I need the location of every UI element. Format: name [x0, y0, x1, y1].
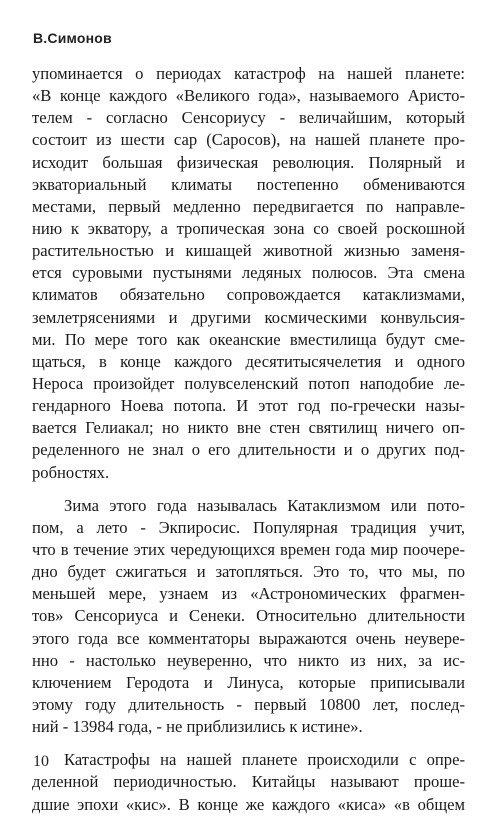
text-line: нно - настолько неуверенно, что никто из них, за ис-	[32, 650, 465, 670]
text-line: дшие эпохи «кис». В конце же каждого «киса» «в общем	[32, 794, 465, 814]
text-line: «В конце каждого «Великого года», называемого Аристо-	[32, 86, 465, 106]
text-line: ключением Геродота и Линуса, которые приписывали	[32, 672, 465, 692]
text-line: дно будет сжигаться и затопляться. Это то, что мы, по	[32, 562, 465, 582]
body-text	[32, 63, 465, 816]
text-line: климатов обязательно сопровождается катаклизмами,	[32, 285, 465, 305]
text-line: этому году длительность - первый 10800 лет, послед-	[32, 694, 465, 714]
text-line: что в течение этих чередующихся времен года мир поочере-	[32, 539, 465, 559]
text-line: состоит из шести сар (Саросов), на нашей планете про-	[32, 130, 465, 150]
text-line: Нероса произойдет полувселенский потоп наподобие ле-	[32, 373, 465, 393]
paragraph-gap	[32, 484, 465, 495]
running-head: В.Симонов	[33, 30, 112, 46]
paragraph	[32, 749, 465, 815]
text-line: Зима этого года называлась Катаклизмом или пото-	[64, 495, 465, 515]
paragraph-gap	[32, 738, 465, 749]
text-line: пом, а лето - Экпиросис. Популярная традиция учит,	[32, 517, 465, 537]
text-line: робностях.	[32, 462, 110, 482]
text-line: местами, первый медленно передвигается по направле-	[32, 196, 465, 216]
text-line: упоминается о периодах катастроф на нашей планете:	[32, 64, 465, 83]
text-line: этого года все комментаторы выражаются очень неувере-	[32, 628, 465, 648]
text-line: ми. По мере того как океанские вместилища будут сме-	[32, 329, 465, 349]
text-line: нию к экватору, а тропическая зона со своей роскошной	[32, 218, 465, 238]
text-line: экваториальный климаты постепенно обмениваются	[32, 174, 465, 194]
text-line: растительностью и кишащей животной жизнью заменя-	[32, 241, 465, 261]
text-line: телем - согласно Сенсориусу - величайшим, который	[32, 108, 465, 128]
text-line: вается Гелиакал; но никто вне стен святилищ ничего оп-	[32, 418, 465, 438]
text-line: деленной периодичностью. Китайцы называют проше-	[32, 772, 465, 792]
text-line: гендарного Ноева потопа. И этот год по-гречески назы-	[32, 396, 465, 416]
paragraph	[32, 63, 465, 484]
text-line: меньшей мере, узнаем из «Астрономических фрагмен-	[32, 584, 465, 604]
text-line: ний - 13984 года, - не приблизились к истине».	[32, 717, 363, 737]
text-line: ределенного не знал о его длительности и о других под-	[32, 440, 465, 460]
text-line: ется суровыми пустынями ледяных полюсов. Эта смена	[32, 263, 465, 283]
text-line: щаться, в конце каждого десятитысячелетия и одного	[32, 351, 465, 371]
paragraph	[32, 495, 465, 739]
page-number: 10	[33, 753, 49, 770]
text-line: исходит большая физическая революция. Полярный и	[32, 152, 465, 172]
text-line: тов» Сенсориуса и Сенеки. Относительно длительности	[32, 606, 465, 626]
text-line: Катастрофы на нашей планете происходили с опре-	[64, 750, 465, 770]
text-line: землетрясениями и другими космическими конвульсия-	[32, 307, 465, 327]
